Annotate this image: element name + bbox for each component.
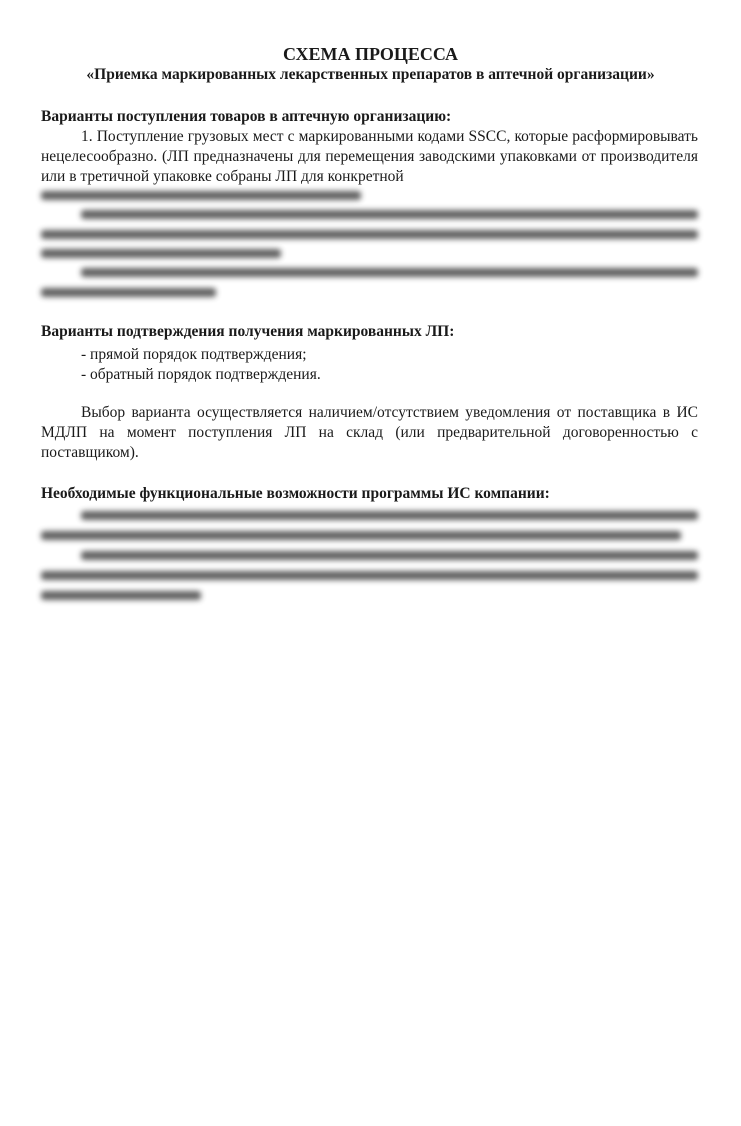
confirmation-choice-paragraph: Выбор варианта осуществляется наличием/отсутствием уведомления от поставщика в ИС МДЛП на момент поступления ЛП на склад (или предварительной договоренностью с поставщиком). <box>41 404 698 461</box>
section-heading-confirmation-options: Варианты подтверждения получения маркированных ЛП: <box>41 323 455 340</box>
section-heading-functional-capabilities: Необходимые функциональные возможности программы ИС компании: <box>41 485 550 502</box>
confirmation-option-reverse: - обратный порядок подтверждения. <box>81 366 321 383</box>
document-title: СХЕМА ПРОЦЕССА <box>282 44 459 64</box>
section-heading-receipt-options: Варианты поступления товаров в аптечную организацию: <box>41 108 452 125</box>
receipt-option-1: 1. Поступление грузовых мест с маркированными кодами SSCC, которые расформировывать нецелесообразно. (ЛП предназначены для перемещения заводскими упаковками от производителя или в третичной упаковке собраны ЛП для конкретной <box>41 128 698 185</box>
document-subtitle: «Приемка маркированных лекарственных препаратов в аптечной организации» <box>86 66 655 83</box>
confirmation-option-direct: - прямой порядок подтверждения; <box>81 346 307 363</box>
